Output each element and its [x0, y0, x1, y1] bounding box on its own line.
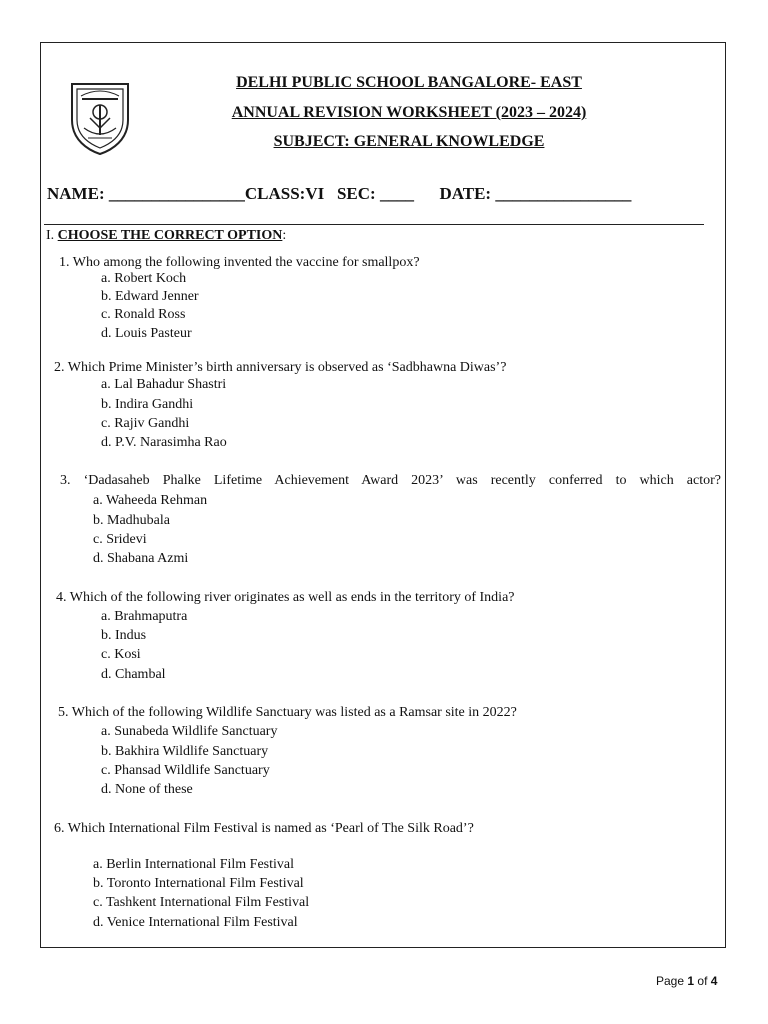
option-3d: d. Shabana Azmi	[93, 551, 189, 566]
section-title: CHOOSE THE CORRECT OPTION	[57, 228, 283, 243]
page-number: Page 1 of 4	[656, 974, 718, 988]
option-5a: a. Sunabeda Wildlife Sanctuary	[101, 724, 278, 739]
option-6a: a. Berlin International Film Festival	[93, 857, 295, 872]
option-3a: a. Waheeda Rehman	[93, 493, 208, 508]
question-5: 5. Which of the following Wildlife Sanctuary was listed as a Ramsar site in 2022?	[58, 705, 517, 720]
question-6: 6. Which International Film Festival is named as ‘Pearl of The Silk Road’?	[54, 821, 474, 836]
option-6d: d. Venice International Film Festival	[93, 915, 298, 930]
option-4d: d. Chambal	[101, 667, 166, 682]
option-2b: b. Indira Gandhi	[101, 397, 194, 412]
option-1a: a. Robert Koch	[101, 271, 187, 286]
question-2: 2. Which Prime Minister’s birth anniversary is observed as ‘Sadbhawna Diwas’?	[54, 360, 507, 375]
option-2d: d. P.V. Narasimha Rao	[101, 435, 227, 450]
option-1b: b. Edward Jenner	[101, 289, 199, 304]
question-1: 1. Who among the following invented the vaccine for smallpox?	[59, 255, 420, 270]
option-3c: c. Sridevi	[93, 532, 147, 547]
option-6b: b. Toronto International Film Festival	[93, 876, 304, 891]
option-5d: d. None of these	[101, 782, 193, 797]
student-info-row	[47, 184, 631, 204]
question-3: 3. ‘Dadasaheb Phalke Lifetime Achievement Award 2023’ was recently conferred to which actor?	[60, 473, 721, 488]
worksheet-title: ANNUAL REVISION WORKSHEET (2023 – 2024)	[231, 104, 587, 121]
school-name: DELHI PUBLIC SCHOOL BANGALORE- EAST	[236, 74, 582, 91]
question-4: 4. Which of the following river originates as well as ends in the territory of India?	[56, 590, 515, 605]
option-1d: d. Louis Pasteur	[101, 326, 192, 341]
option-5c: c. Phansad Wildlife Sanctuary	[101, 763, 270, 778]
option-1c: c. Ronald Ross	[101, 307, 186, 322]
option-2c: c. Rajiv Gandhi	[101, 416, 190, 431]
date-field: DATE: ________________	[439, 184, 632, 203]
name-field: NAME: ________________	[47, 184, 245, 203]
option-4a: a. Brahmaputra	[101, 609, 188, 624]
option-2a: a. Lal Bahadur Shastri	[101, 377, 227, 392]
subject-title: SUBJECT: GENERAL KNOWLEDGE	[273, 133, 545, 150]
option-6c: c. Tashkent International Film Festival	[93, 895, 310, 910]
section-field: SEC: ____	[336, 184, 414, 203]
option-4b: b. Indus	[101, 628, 147, 643]
option-5b: b. Bakhira Wildlife Sanctuary	[101, 744, 269, 759]
header-divider	[44, 224, 704, 225]
option-4c: c. Kosi	[101, 647, 141, 662]
class-field: CLASS:VI	[244, 184, 325, 203]
option-3b: b. Madhubala	[93, 513, 170, 528]
section-heading: I. CHOOSE THE CORRECT OPTION:	[46, 228, 287, 243]
